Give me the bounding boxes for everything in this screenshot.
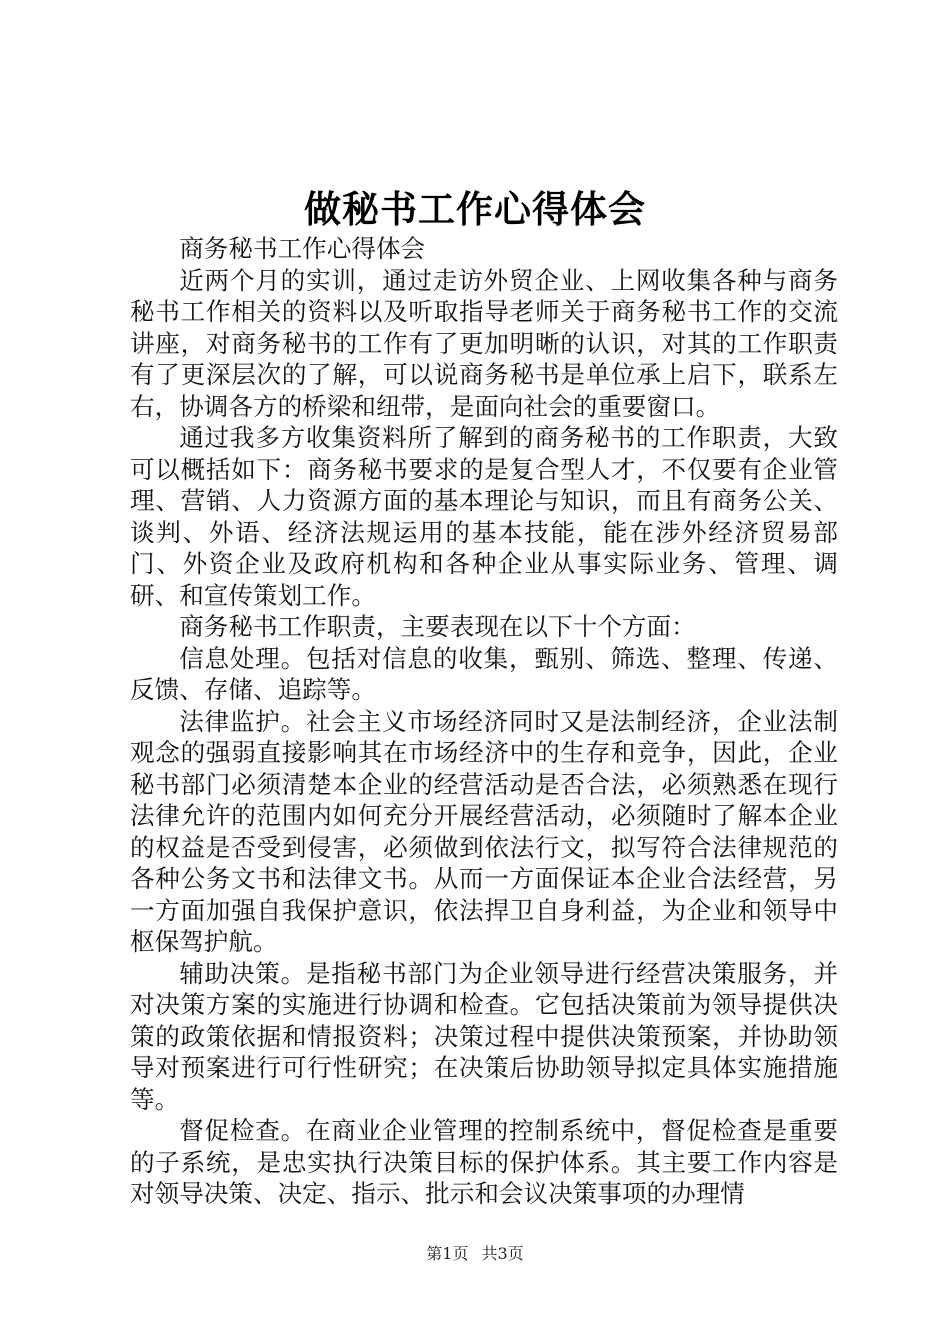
paragraph-subtitle: 商务秘书工作心得体会 [179,234,426,263]
paragraph-supervision-inspection: 督促检查。在商业企业管理的控制系统中，督促检查是重要的子系统，是忠实执行决策目标的保护体系。其主要工作内容是对领导决策、决定、指示、批示和会议决策事项的办理情 [130,1116,838,1208]
document-title: 做秘书工作心得体会 [304,187,646,231]
page-total: 共3页 [481,1244,524,1263]
document-body [130,233,838,1210]
paragraph-ten-aspects: 商务秘书工作职责，主要表现在以下十个方面： [179,612,696,641]
page-footer [0,1242,950,1266]
paragraph-information-processing: 信息处理。包括对信息的收集，甄别、筛选、整理、传递、反馈、存储、追踪等。 [130,643,838,704]
paragraph-decision-support: 辅助决策。是指秘书部门为企业领导进行经营决策服务，并对决策方案的实施进行协调和检查。它包括决策前为领导提供决策的政策依据和情报资料；决策过程中提供决策预案，并协助领导对预案进行可行性研究；在决策后协助领导拟定具体实施措施等。 [130,958,838,1114]
paragraph-intro: 近两个月的实训，通过走访外贸企业、上网收集各种与商务秘书工作相关的资料以及听取指导老师关于商务秘书工作的交流讲座，对商务秘书的工作有了更加明晰的认识，对其的工作职责有了更深层次的了解，可以说商务秘书是单位承上启下，联系左右，协调各方的桥梁和纽带，是面向社会的重要窗口。 [130,265,838,421]
page-number: 第1页 [426,1244,469,1263]
paragraph-duties-summary: 通过我多方收集资料所了解到的商务秘书的工作职责，大致可以概括如下：商务秘书要求的是复合型人才，不仅要有企业管理、营销、人力资源方面的基本理论与知识，而且有商务公关、谈判、外语、经济法规运用的基本技能，能在涉外经济贸易部门、外资企业及政府机构和各种企业从事实际业务、管理、调研、和宣传策划工作。 [130,423,838,610]
paragraph-legal-supervision: 法律监护。社会主义市场经济同时又是法制经济，企业法制观念的强弱直接影响其在市场经济中的生存和竞争，因此，企业秘书部门必须清楚本企业的经营活动是否合法，必须熟悉在现行法律允许的范围内如何充分开展经营活动，必须随时了解本企业的权益是否受到侵害，必须做到依法行文，拟写符合法律规范的各种公务文书和法律文书。从而一方面保证本企业合法经营，另一方面加强自我保护意识，依法捍卫自身利益，为企业和领导中枢保驾护航。 [130,706,838,956]
